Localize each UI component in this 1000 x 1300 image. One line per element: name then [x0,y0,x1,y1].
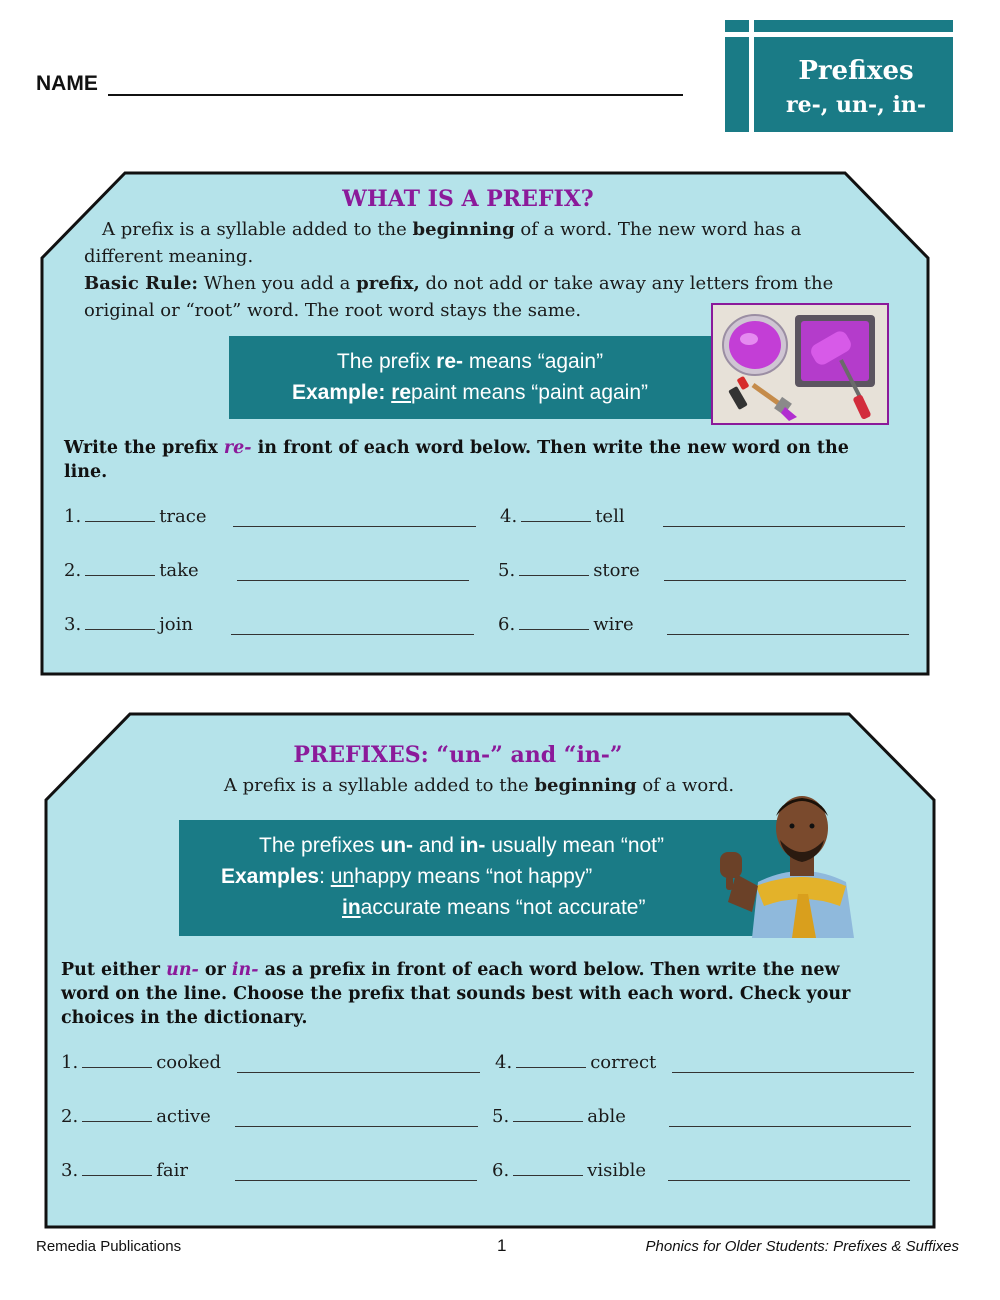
footer-book-title: Phonics for Older Students: Prefixes & Suffixes [645,1238,959,1255]
worksheet-subtitle: re-, un-, in- [786,92,926,118]
thumbs-down-person-icon [712,782,888,938]
exercise-item: 6. visible [492,1160,647,1181]
answer-line[interactable] [233,526,476,527]
exercise-item: 2. take [64,560,199,581]
section2-intro: A prefix is a syllable added to the beginning of a word. [223,775,735,796]
prefix-blank[interactable] [82,1160,152,1176]
answer-line[interactable] [663,526,905,527]
section2-heading: PREFIXES: “un-” and “in-” [293,742,623,768]
prefix-blank[interactable] [513,1160,583,1176]
name-label: NAME [36,72,98,95]
prefix-blank[interactable] [85,614,155,630]
exercise-item: 6. wire [498,614,634,635]
prefix-blank[interactable] [85,560,155,576]
answer-line[interactable] [235,1180,477,1181]
prefix-blank[interactable] [519,614,589,630]
exercise-item: 4. correct [495,1052,657,1073]
exercise-item: 2. active [61,1106,211,1127]
section1-instructions: Write the prefix re- in front of each word below. Then write the new word on the line. [64,438,849,482]
section1-heading: WHAT IS A PREFIX? [342,186,594,212]
exercise-item: 5. able [492,1106,626,1127]
answer-line[interactable] [235,1126,478,1127]
worksheet-title: Prefixes [798,56,914,86]
prefix-blank[interactable] [516,1052,586,1068]
page-number: 1 [497,1236,507,1255]
answer-line[interactable] [668,1180,910,1181]
answer-line[interactable] [669,1126,911,1127]
prefix-blank[interactable] [513,1106,583,1122]
footer-publisher: Remedia Publications [36,1238,182,1255]
paint-cans-roller-icon [711,303,889,425]
un-in-prefix-definition-box: The prefixes un- and in- usually mean “not” Examples: unhappy means “not happy” inaccurate means “not accurate” [179,820,791,936]
section1-intro: A prefix is a syllable added to the beginning of a word. The new word has a different meaning. Basic Rule: When you add a prefix, do not add or take away any letters from the original or “root” word. The root word stays the same. [84,219,834,321]
prefix-blank[interactable] [82,1106,152,1122]
exercise-item: 1. cooked [61,1052,222,1073]
answer-line[interactable] [664,580,906,581]
exercise-item: 3. join [64,614,193,635]
answer-line[interactable] [672,1072,914,1073]
prefix-blank[interactable] [85,506,155,522]
answer-line[interactable] [231,634,474,635]
answer-line[interactable] [667,634,909,635]
exercise-item: 3. fair [61,1160,188,1181]
exercise-item: 4. tell [500,506,625,527]
answer-line[interactable] [237,1072,480,1073]
exercise-item: 5. store [498,560,640,581]
prefix-blank[interactable] [521,506,591,522]
prefix-blank[interactable] [82,1052,152,1068]
answer-line[interactable] [237,580,469,581]
prefix-blank[interactable] [519,560,589,576]
re-prefix-definition-box: The prefix re- means “again” Example: repaint means “paint again” [229,336,711,419]
exercise-item: 1. trace [64,506,207,527]
section2-instructions: Put either un- or in- as a prefix in front of each word below. Then write the new word on the line. Choose the prefix that sounds best with each word. Check your choices in the dictionary. [61,960,851,1028]
